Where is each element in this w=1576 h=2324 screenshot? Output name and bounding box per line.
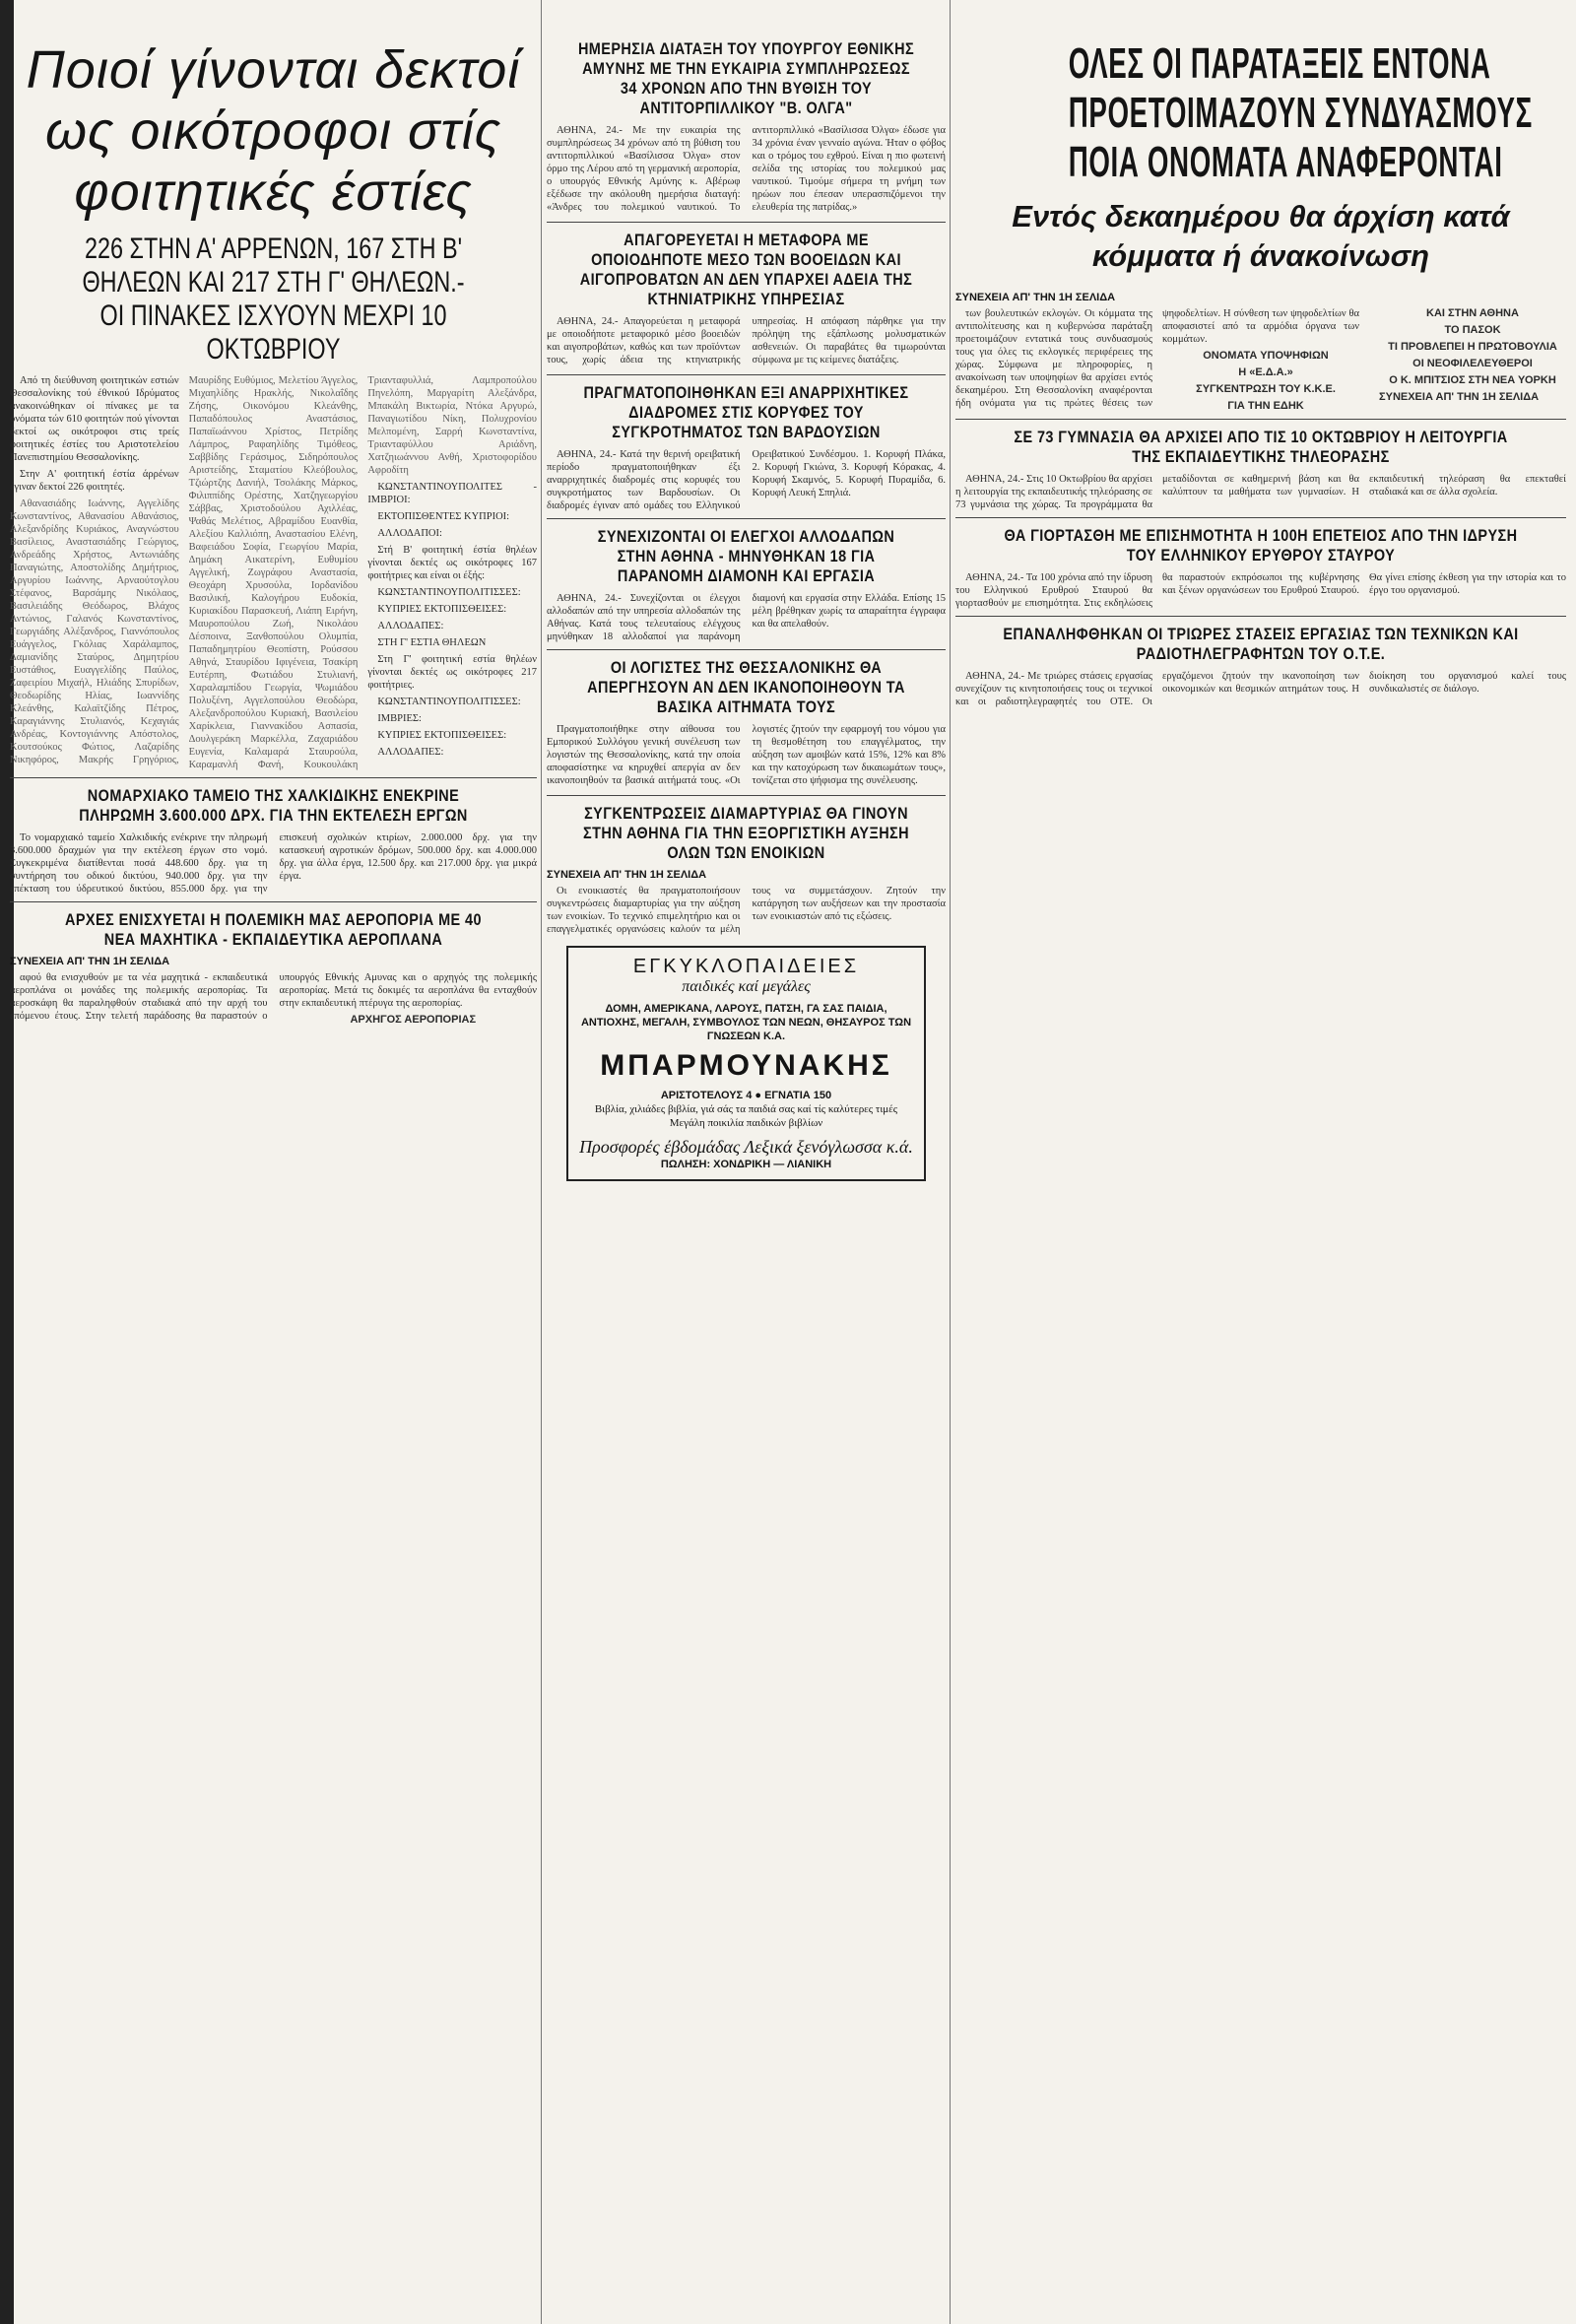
headline-air-force: ΑΡΧΕΣ ΕΝΙΣΧΥΕΤΑΙ Η ΠΟΛΕΜΙΚΗ ΜΑΣ ΑΕΡΟΠΟΡΙΑ ΜΕ 40 ΝΕΑ ΜΑΧΗΤΙΚΑ - ΕΚΠΑΙΔΕΥΤΙΚΑ ΑΕΡΟΠΛΑΝΑ xyxy=(65,910,482,949)
divider-rule xyxy=(547,222,946,223)
article-foreigner-checks xyxy=(547,592,946,643)
article-elections xyxy=(955,307,1566,413)
headline-red-cross: ΘΑ ΓΙΟΡΤΑΣΘΗ ΜΕ ΕΠΙΣΗΜΟΤΗΤΑ Η 100Η ΕΠΕΤΕΙΟΣ ΑΠΟ ΤΗΝ ΙΔΡΥΣΗ ΤΟΥ ΕΛΛΗΝΙΚΟΥ ΕΡΥΘΡΟΥ ΣΤΑΥΡΟΥ xyxy=(1004,526,1518,564)
continued-label: ΣΥΝΕΧΕΙΑ ΑΠ' ΤΗΝ 1Η ΣΕΛΙΔΑ xyxy=(1379,391,1540,403)
ad-offer: Προσφορές έβδομάδας Λεξικά ξενόγλωσσα κ.ά. xyxy=(579,1137,913,1157)
article-air-force xyxy=(10,971,537,1027)
continued-label: ΣΥΝΕΧΕΙΑ ΑΠ' ΤΗΝ 1Η ΣΕΛΙΔΑ xyxy=(547,869,707,881)
divider-rule xyxy=(955,616,1566,617)
section-label: ΑΛΛΟΔΑΠΕΣ: xyxy=(377,747,444,758)
column-divider xyxy=(950,0,951,2324)
article-paragraph: ΑΘΗΝΑ, 24.- Κατά την θερινή ορειβατική περίοδο πραγματοποιήθηκαν έξι αναρριχητικές διαδρομές στις κορυφές του συγκροτήματος των Βαρδουσίων. Οι διαδρομές έγιναν από ομάδες του Ελληνικού Ορειβατικού Συνδέσμου. 1. Κορυφή Πλάκα, 2. Κορυφή Γκιώνα, 3. Κορυφή Κόρακας, 4. Κορυφή Σκαμνός, 5. Κορυφή Πυραμίδα, 6. Κορυφή Λευκή Σπηλιά. xyxy=(547,449,946,511)
article-paragraph: ΑΘΗΝΑ, 24.- Συνεχίζονται οι έλεγχοι αλλοδαπών από την υπηρεσία αλλοδαπών της Αθήνας. Κατά τους τελευταίους ελέγχους μηνύθηκαν 18 αλλοδαποί για παράνομη διαμονή και εργασία στην Ελλάδα. Επίσης 15 μέλη βρέθηκαν χωρίς τα απαραίτητα έγγραφα και θα απελαθούν. xyxy=(547,593,946,642)
article-paragraph: ΑΘΗΝΑ, 24.- Με την ευκαιρία της συμπληρώσεως 34 χρόνων από τη βύθιση του αντιτορπιλλικού «Βασίλισσα Όλγα» στον όρμο της Λέρου από τη γερμανική αεροπορία, ο υπουργός Εθνικής Αμύνης κ. Αβέρωφ εξέδωσε την ακόλουθη ημερήσια διαταγή: «Άνδρες του πολεμικού ναυτικού. Το αντιτορπιλλικό «Βασίλισσα Όλγα» έδωσε για 34 χρόνια έναν γενναίο αγώνα. Ήταν ο φόβος και ο τρόμος του εχθρού. Είναι η πιο φωτεινή σελίδα της ιστορίας του πολεμικού μας ναυτικού. Τιμούμε σήμερα τη μνήμη των ηρώων που έπεσαν υπερασπιζόμενοι την ελευθερία της πατρίδας.» xyxy=(547,125,946,213)
column-right xyxy=(955,0,1566,2324)
divider-rule xyxy=(955,419,1566,420)
section-label: ΑΡΧΗΓΟΣ ΑΕΡΟΠΟΡΙΑΣ xyxy=(350,1014,477,1026)
article-rent-protest xyxy=(547,885,946,936)
headline-climbing: ΠΡΑΓΜΑΤΟΠΟΙΗΘΗΚΑΝ ΕΞΙ ΑΝΑΡΡΙΧΗΤΙΚΕΣ ΔΙΑΔΡΟΜΕΣ ΣΤΙΣ ΚΟΡΥΦΕΣ ΤΟΥ ΣΥΓΚΡΟΤΗΜΑΤΟΣ ΤΩΝ ΒΑΡΔΟΥΣΙΩΝ xyxy=(583,383,909,441)
article-climbing xyxy=(547,448,946,512)
section-label: ΚΩΝΣΤΑΝΤΙΝΟΥΠΟΛΙΤΙΣΣΕΣ: xyxy=(377,587,521,598)
article-paragraph: Στή Β' φοιτητική έστία θηλέων γίνονται δεκτές ως οικότροφες 167 φοιτήτριες και είναι οι έξής: xyxy=(367,545,537,581)
section-label: ΣΥΓΚΕΝΤΡΩΣΗ ΤΟΥ Κ.Κ.Ε. xyxy=(1196,383,1336,395)
headline-ote-strikes: ΕΠΑΝΑΛΗΦΘΗΚΑΝ ΟΙ ΤΡΙΩΡΕΣ ΣΤΑΣΕΙΣ ΕΡΓΑΣΙΑΣ ΤΩΝ ΤΕΧΝΙΚΩΝ ΚΑΙ ΡΑΔΙΟΤΗΛΕΓΡΑΦΗΤΩΝ ΤΟΥ Ο.Τ.Ε. xyxy=(1003,625,1519,663)
section-label: ΣΤΗ Γ' ΕΣΤΙΑ ΘΗΛΕΩΝ xyxy=(377,637,487,648)
article-paragraph: Από τη διεύθυνση φοιτητικών εστιών Θεσσαλονίκης τού έθνικού Ιδρύματος ανακοινώθηκαν οί πίνακες με τα ονόματα τών 610 φοιτητών πού γίνονται δεκτοί ως οικότροφοι στις τρείς φοιτητικές έστίες του Αριστοτελείου Πανεπιστημίου Θεσσαλονίκης. xyxy=(10,375,179,463)
divider-rule xyxy=(547,374,946,375)
article-paragraph: ΑΘΗΝΑ, 24.- Με τριώρες στάσεις εργασίας συνεχίζουν τις κινητοποιήσεις τους οι τεχνικοί και οι ραδιοτηλεγραφητές του ΟΤΕ. Οι εργαζόμενοι ζητούν την ικανοποίηση των οικονομικών και θεσμικών αιτημάτων τους. Η διοίκηση του οργανισμού καλεί τους συνδικαλιστές σε διάλογο. xyxy=(955,671,1566,707)
article-halkidiki-fund xyxy=(10,831,537,896)
headline-livestock: ΑΠΑΓΟΡΕΥΕΤΑΙ Η ΜΕΤΑΦΟΡΑ ΜΕ ΟΠΟΙΟΔΗΠΟΤΕ ΜΕΣΟ ΤΩΝ ΒΟΟΕΙΔΩΝ ΚΑΙ ΑΙΓΟΠΡΟΒΑΤΩΝ ΑΝ ΔΕΝ ΥΠΑΡΧΕΙ ΑΔΕΙΑ ΤΗΣ ΚΤΗΝΙΑΤΡΙΚΗΣ ΥΠΗΡΕΣΙΑΣ xyxy=(579,231,913,308)
section-label: Ο Κ. ΜΠΙΤΣΙΟΣ ΣΤΗ ΝΕΑ ΥΟΡΚΗ xyxy=(1389,374,1556,386)
section-label: ΕΚΤΟΠΙΣΘΕΝΤΕΣ ΚΥΠΡΙΟΙ: xyxy=(377,511,510,522)
section-label: ΟΝΟΜΑΤΑ ΥΠΟΨΗΦΙΩΝ xyxy=(1203,350,1329,362)
section-label: ΤΟ ΠΑΣΟΚ xyxy=(1444,324,1501,336)
section-label: ΚΥΠΡΙΕΣ ΕΚΤΟΠΙΣΘΕΙΣΕΣ: xyxy=(377,604,507,615)
divider-rule xyxy=(547,518,946,519)
article-ote-strikes xyxy=(955,670,1566,708)
section-label: Η «Ε.Δ.Α.» xyxy=(1238,366,1293,378)
section-label: ΟΙ ΝΕΟΦΙΛΕΛΕΥΘΕΡΟΙ xyxy=(1412,358,1533,369)
article-student-dorms xyxy=(10,374,537,771)
headline-foreigner-checks: ΣΥΝΕΧΙΖΟΝΤΑΙ ΟΙ ΕΛΕΓΧΟΙ ΑΛΛΟΔΑΠΩΝ ΣΤΗΝ ΑΘΗΝΑ - ΜΗΝΥΘΗΚΑΝ 18 ΓΙΑ ΠΑΡΑΝΟΜΗ ΔΙΑΜΟΝΗ ΚΑΙ ΕΡΓΑΣΙΑ xyxy=(597,527,895,585)
article-paragraph: Στη Γ' φοιτητική εστία θηλέων γίνονται δεκτές ως οικότροφες 217 φοιτήτριες. xyxy=(367,654,537,691)
divider-rule xyxy=(547,649,946,650)
headline-rent-protest: ΣΥΓΚΕΝΤΡΩΣΕΙΣ ΔΙΑΜΑΡΤΥΡΙΑΣ ΘΑ ΓΙΝΟΥΝ ΣΤΗΝ ΑΘΗΝΑ ΓΙΑ ΤΗΝ ΕΞΟΡΓΙΣΤΙΚΗ ΑΥΞΗΣΗ ΟΛΩΝ ΤΩΝ ΕΝΟΙΚΙΩΝ xyxy=(582,804,910,862)
column-divider xyxy=(541,0,542,2324)
name-list: Αθανασιάδης Ιωάννης, Αγγελίδης Κωνσταντίνος, Αθανασίου Αθανάσιος, Αλεξανδρίδης Κυριάκος, Αναγνώστου Βασίλειος, Αναστασιάδης Γεώργιος, Ανδρεάδης Χρήστος, Αντωνιάδης Παναγιώτης, Αποστολίδης Δημήτριος, Αργυρίου Ιωάννης, Αρναούτογλου Στέφανος, Βαρσάμης Νικόλαος, Βασιλειάδης Θεόδωρος, Βλάχος Αντώνιος, Γαλανός Κωνσταντίνος, Γεωργιάδης Αλέξανδρος, Γιαννόπουλος Ευάγγελος, Γκόλιας Χαράλαμπος, Δαμιανίδης Σταύρος, Δημητρίου Ευστάθιος, Ευαγγελίδης Παύλος, Ζαφειρίου Μιχαήλ, Ηλιάδης Σπυρίδων, Θεοδωρίδης Ηλίας, Ιωαννίδης Κλεάνθης, Καλαϊτζίδης Πέτρος, Καραγιάννης Στυλιανός, Κεχαγιάς Ανδρέας, Κοντογιάννης Απόστολος, Κουτσούκος Φώτιος, Λαζαρίδης Νικηφόρος, Μακρής Γρηγόριος, Μαυρίδης Ευθύμιος, Μελετίου Άγγελος, Μιχαηλίδης Ηρακλής, Νικολαΐδης Ζήσης, Οικονόμου Κλεάνθης, Παπαδόπουλος Αναστάσιος, Παπαϊωάννου Χρίστος, Πετρίδης Λάμπρος, Ραφαηλίδης Τιμόθεος, Σαββίδης Γεράσιμος, Σιδηρόπουλος Αριστείδης, Σταματίου Κλεόβουλος, Τζιώρτζης Δανιήλ, Τσολάκης Μάρκος, Φιλιππίδης Ορέστης, Χατζηγεωργίου Σάββας, Χριστοδούλου Αχιλλέας, Ψαθάς Μελέτιος, Αβραμίδου Ευανθία, Αλεξίου Καλλιόπη, Αναστασίου Ελένη, Βαφειάδου Σοφία, Γεωργίου Μαρία, Δημάκη Αικατερίνη, Ευθυμίου Αγγελική, Ζωγράφου Αναστασία, Θεοχάρη Χρυσούλα, Ιορδανίδου Βασιλική, Καλογήρου Ευδοκία, Κυριακίδου Παρασκευή, Λιάπη Ειρήνη, Μαυροπούλου Ζωή, Νικολάου Δέσποινα, Ξανθοπούλου Ολυμπία, Παπαδημητρίου Θεοπίστη, Ρούσσου Αθηνά, Σταυρίδου Ιφιγένεια, Τσακίρη Ευτέρπη, Φωτιάδου Στυλιανή, Χαραλαμπίδου Γεωργία, Ψωμιάδου Πολυξένη, Αγγελοπούλου Θεοδώρα, Αλεξανδροπούλου Κυριακή, Βασιλείου Χαρίκλεια, Γιαννακίδου Ασπασία, Δουλγεράκη Μαρκέλλα, Ζαχαριάδου Ευγενία, Καλαμαρά Σταυρούλα, Καραμανλή Φανή, Κουκουλάκη Τριανταφυλλιά, Λαμπροπούλου Πηνελόπη, Μαργαρίτη Αλεξάνδρα, Μπακάλη Βικτωρία, Ντόκα Αργυρώ, Παναγιωτίδου Νίκη, Πολυχρονίου Μελπομένη, Σαρρή Κωνσταντίνα, Τριανταφύλλου Αριάδνη, Χατζηιωάννου Ανθή, Χριστοφορίδου Αφροδίτη xyxy=(10,375,537,770)
article-educational-tv xyxy=(955,473,1566,511)
article-paragraph: Το νομαρχιακό ταμείο Χαλκιδικής ενέκρινε την πληρωμή 3.600.000 δραχμών για την εκτέλεση έργων στο νομό. Συγκεκριμένα διατίθενται ποσά 448.600 δρχ. για τη συντήρηση του οδικού δικτύου, 940.000 δρχ. για την επέκταση του ύδρευτικού δικτύου, 855.000 δρχ. για την επισκευή σχολικών κτιρίων, 2.000.000 δρχ. για την κατασκευή αγροτικών δρόμων, 500.000 δρχ. και 4.000.000 δρχ. για άλλα έργα, 12.500 δρχ. και 217.000 δρχ. για μικρά έργα. xyxy=(10,832,537,895)
article-accountants xyxy=(547,723,946,789)
article-paragraph: αφού θα ενισχυθούν με τα νέα μαχητικά - εκπαιδευτικά αεροπλάνα οι μονάδες της πολεμικής αεροπορίας. Τα αεροσκάφη θα παραληφθούν σταδιακά από την αρχή του επόμενου έτους. Στην τελετή παράδοσης θα παραστούν ο υπουργός Εθνικής Αμυνας και ο αρχηγός της πολεμικής αεροπορίας. Μετά τις δοκιμές τα αεροπλάνα θα ενταχθούν στην εκπαιδευτική πτέρυγα της αεροπορίας. xyxy=(10,972,537,1022)
article-paragraph: των βουλευτικών εκλογών. Οι κόμματα της αντιπολίτευσης και η κυβερνώσα παράταξη προετοιμάζουν εντατικά τους συνδυασμούς τους για όλες τις εκλογικές περιφέρειες της χώρας. Σύμφωνα με πληροφορίες, η ανακοίνωση των υποψηφίων θα αρχίσει εντός δεκαημέρου. Στη Θεσσαλονίκη αναφέρονται ήδη ονόματα για τις πρώτες θέσεις των ψηφοδελτίων. Η σύνθεση των ψηφοδελτίων θα αποφασιστεί από τα αρμόδια όργανα των κομμάτων. xyxy=(955,308,1359,409)
divider-rule xyxy=(10,777,537,778)
article-paragraph: Πραγματοποιήθηκε στην αίθουσα του Εμπορικού Συλλόγου γενική συνέλευση των λογιστών της Θεσσαλονίκης, κατά την οποία αποφασίστηκε να κηρυχθεί απεργία αν δεν ικανοποιηθούν τα βασικά αιτήματά τους. «Οι λογιστές ζητούν την εφαρμογή του νόμου για τη θεσμοθέτηση του επαγγέλματος, την αύξηση των αμοιβών κατά 15%, 12% και 8% και την κατοχύρωση των δικαιωμάτων τους», τονίζεται στο ψήφισμα της συνέλευσης. xyxy=(547,724,946,786)
section-label: ΓΙΑ ΤΗΝ ΕΔΗΚ xyxy=(1227,400,1304,412)
continued-label: ΣΥΝΕΧΕΙΑ ΑΠ' ΤΗΝ 1Η ΣΕΛΙΔΑ xyxy=(955,292,1116,303)
section-label: ΚΥΠΡΙΕΣ ΕΚΤΟΠΙΣΘΕΙΣΕΣ: xyxy=(377,730,507,741)
ad-subtitle: παιδικές καί μεγάλες xyxy=(682,978,811,995)
main-headline-line: ΟΛΕΣ ΟΙ ΠΑΡΑΤΑΞΕΙΣ ΕΝΤΟΝΑ xyxy=(1068,39,1491,88)
subheadline-student-dorms: 226 ΣΤΗΝ Α' ΑΡΡΕΝΩΝ, 167 ΣΤΗ Β' ΘΗΛΕΩΝ ΚΑΙ 217 ΣΤΗ Γ' ΘΗΛΕΩΝ.- ΟΙ ΠΙΝΑΚΕΣ ΙΣΧΥΟΥΝ ΜΕΧΡΙ 10 ΟΚΤΩΒΡΙΟΥ xyxy=(82,232,465,365)
headline-halkidiki-fund: ΝΟΜΑΡΧΙΑΚΟ ΤΑΜΕΙΟ ΤΗΣ ΧΑΛΚΙΔΙΚΗΣ ΕΝΕΚΡΙΝΕ ΠΛΗΡΩΜΗ 3.600.000 ΔΡΧ. ΓΙΑ ΤΗΝ ΕΚΤΕΛΕΣΗ ΕΡΓΩΝ xyxy=(79,786,468,825)
ad-address: ΑΡΙΣΤΟΤΕΛΟΥΣ 4 ● ΕΓΝΑΤΙΑ 150 xyxy=(660,1090,832,1101)
article-paragraph: ΑΘΗΝΑ, 24.- Απαγορεύεται η μεταφορά με οποιοδήποτε μεταφορικό μέσο βοοειδών και αιγοπροβάτων, καθώς και των προϊόντων τους, χωρίς άδεια της κτηνιατρικής υπηρεσίας. Η απόφαση πάρθηκε για την πρόληψη της εξάπλωσης μολυσματικών ασθενειών. Οι παραβάτες θα τιμωρούνται σύμφωνα με τις κείμενες διατάξεις. xyxy=(547,316,946,365)
headline-student-dorms: Ποιοί γίνονται δεκτοί ως οικότροφοι στίς φοιτητικές έστίες xyxy=(26,40,521,222)
ad-text: Βιβλία, χιλιάδες βιβλία, γιά σάς τα παιδιά σας καί τίς καλύτερες τιμές xyxy=(594,1103,898,1115)
column-left xyxy=(10,0,537,2324)
ad-text: Μεγάλη ποικιλία παιδικών βιβλίων xyxy=(669,1117,823,1129)
main-subheadline: Εντός δεκαημέρου θα άρχίση κατά κόμματα ή άνακοίνωση xyxy=(1012,199,1510,273)
section-label: ΚΩΝΣΤΑΝΤΙΝΟΥΠΟΛΙΤΕΣ - ΙΜΒΡΙΟΙ: xyxy=(367,482,537,505)
article-paragraph: ΑΘΗΝΑ, 24.- Τα 100 χρόνια από την ίδρυση του Ελληνικού Ερυθρού Σταυρού θα γιορτασθούν με επισημότητα. Στις εκδηλώσεις θα παραστούν εκπρόσωποι της κυβέρνησης και ξένων οργανώσεων του Ερυθρού Σταυρού. Θα γίνει επίσης έκθεση για την ιστορία και το έργο του οργανισμού. xyxy=(955,572,1566,609)
advertisement-bookstore xyxy=(566,946,926,1181)
ad-sales: ΠΩΛΗΣΗ: ΧΟΝΔΡΙΚΗ — ΛΙΑΝΙΚΗ xyxy=(660,1159,832,1170)
section-label: ΑΛΛΟΔΑΠΟΙ: xyxy=(377,528,442,539)
article-paragraph: ΑΘΗΝΑ, 24.- Στις 10 Οκτωβρίου θα αρχίσει η λειτουργία της εκπαιδευτικής τηλεόρασης σε 73 γυμνάσια της χώρας. Τα προγράμματα θα μεταδίδονται σε καθημερινή βάση και θα καλύπτουν τα μαθήματα των γυμνασίων. Η εκπαιδευτική τηλεόραση θα επεκταθεί σταδιακά και σε άλλα σχολεία. xyxy=(955,474,1566,510)
section-label: ΙΜΒΡΙΕΣ: xyxy=(377,713,422,724)
headline-accountants: ΟΙ ΛΟΓΙΣΤΕΣ ΤΗΣ ΘΕΣΣΑΛΟΝΙΚΗΣ ΘΑ ΑΠΕΡΓΗΣΟΥΝ ΑΝ ΔΕΝ ΙΚΑΝΟΠΟΙΗΘΟΥΝ ΤΑ ΒΑΣΙΚΑ ΑΙΤΗΜΑΤΑ ΤΟΥΣ xyxy=(587,658,905,716)
column-middle xyxy=(547,0,946,2324)
divider-rule xyxy=(547,795,946,796)
main-headline-line: ΠΡΟΕΤΟΙΜΑΖΟΥΝ ΣΥΝΔΥΑΣΜΟΥΣ xyxy=(1068,89,1533,137)
ad-text: ΔΟΜΗ, ΑΜΕΡΙΚΑΝΑ, ΛΑΡΟΥΣ, ΠΑΤΣΗ, ΓΑ ΣΑΣ ΠΑΙΔΙΑ, xyxy=(605,1003,887,1015)
section-label: ΑΛΛΟΔΑΠΕΣ: xyxy=(377,621,444,631)
headline-defense-order: ΗΜΕΡΗΣΙΑ ΔΙΑΤΑΞΗ ΤΟΥ ΥΠΟΥΡΓΟΥ ΕΘΝΙΚΗΣ ΑΜΥΝΗΣ ΜΕ ΤΗΝ ΕΥΚΑΙΡΙΑ ΣΥΜΠΛΗΡΩΣΕΩΣ 34 ΧΡΟΝΩΝ ΑΠΟ ΤΗΝ ΒΥΘΙΣΗ ΤΟΥ ΑΝΤΙΤΟΡΠΙΛΛΙΚΟΥ "Β. ΟΛΓΑ" xyxy=(577,39,915,117)
section-label: ΚΩΝΣΤΑΝΤΙΝΟΥΠΟΛΙΤΙΣΣΕΣ: xyxy=(377,697,521,707)
divider-rule xyxy=(10,901,537,902)
article-defense-order xyxy=(547,124,946,216)
main-headline-line: ΠΟΙΑ ΟΝΟΜΑΤΑ ΑΝΑΦΕΡΟΝΤΑΙ xyxy=(1068,138,1503,186)
continued-label: ΣΥΝΕΧΕΙΑ ΑΠ' ΤΗΝ 1Η ΣΕΛΙΔΑ xyxy=(10,956,170,967)
article-livestock xyxy=(547,315,946,368)
ad-brand: ΜΠΑΡΜΟΥΝΑΚΗΣ xyxy=(600,1049,892,1082)
section-label: ΚΑΙ ΣΤΗΝ ΑΘΗΝΑ xyxy=(1426,307,1519,319)
headline-educational-tv: ΣΕ 73 ΓΥΜΝΑΣΙΑ ΘΑ ΑΡΧΙΣΕΙ ΑΠΟ ΤΙΣ 10 ΟΚΤΩΒΡΙΟΥ Η ΛΕΙΤΟΥΡΓΙΑ ΤΗΣ ΕΚΠΑΙΔΕΥΤΙΚΗΣ ΤΗΛΕΟΡΑΣΗΣ xyxy=(1014,428,1508,466)
ad-text: ΑΝΤΙΟΧΗΣ, ΜΕΓΑΛΗ, ΣΥΜΒΟΥΛΟΣ ΤΩΝ ΝΕΩΝ, ΘΗΣΑΥΡΟΣ ΤΩΝ ΓΝΩΣΕΩΝ Κ.Α. xyxy=(580,1017,912,1042)
ad-title: ΕΓΚΥΚΛΟΠΑΙΔΕΙΕΣ xyxy=(632,956,860,977)
article-red-cross xyxy=(955,571,1566,610)
section-label: ΤΙ ΠΡΟΒΛΕΠΕΙ Η ΠΡΩΤΟΒΟΥΛΙΑ xyxy=(1388,341,1557,353)
article-paragraph: Στην Α' φοιτητική έστία άρρένων έγιναν δεκτοί 226 φοιτητές. xyxy=(10,469,179,493)
divider-rule xyxy=(955,517,1566,518)
article-paragraph: Οι ενοικιαστές θα πραγματοποιήσουν συγκεντρώσεις διαμαρτυρίας για την αύξηση των ενοικίων. Το τεχνικό επιμελητήριο και οι επαγγελματικές οργανώσεις καλούν τα μέλη τους να συμμετάσχουν. Ζητούν την κατάργηση των αυξήσεων και την προστασία των ενοικιαστών από τις εξώσεις. xyxy=(547,886,946,935)
